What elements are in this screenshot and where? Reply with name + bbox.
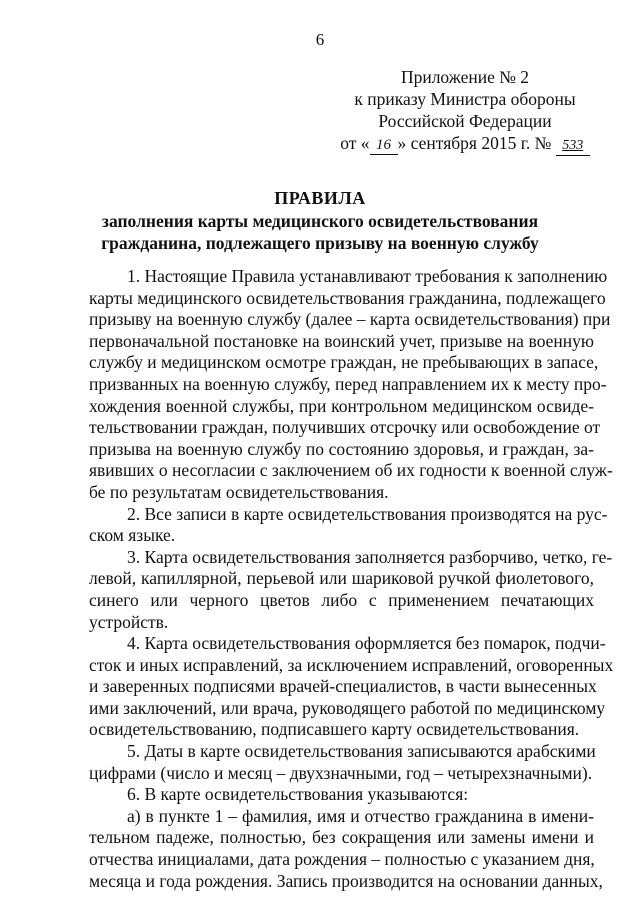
paragraph-7-line: а) в пункте 1 – фамилия, имя и отчество гражданина в имени- xyxy=(127,805,594,826)
paragraph-1-line: призванных на военную службу, перед направлением их к месту про- xyxy=(89,373,607,394)
document-body xyxy=(89,266,614,892)
document-title: ПРАВИЛА xyxy=(274,188,366,208)
handwritten-day: 16 xyxy=(370,136,398,155)
appendix-title: Приложение № 2 xyxy=(400,67,530,87)
paragraph-1-line: первоначальной постановке на воинский учет, призыве на военную xyxy=(89,330,594,351)
paragraph-1-line: призыва на военную службу по состоянию здоровья, и граждан, за- xyxy=(89,438,594,459)
paragraph-1-line: карты медицинского освидетельствования гражданина, подлежащего xyxy=(89,287,606,308)
handwritten-order-number: 533 xyxy=(556,137,590,156)
paragraph-3-line: устройств. xyxy=(89,611,169,632)
paragraph-3-line: левой, капиллярной, перьевой или шариковой ручкой фиолетового, xyxy=(89,568,594,589)
paragraph-7-line: месяца и года рождения. Запись производится на основании данных, xyxy=(89,870,603,891)
paragraph-1-line: тельствовании граждан, получивших отсрочку или освобождение от xyxy=(89,417,601,438)
appendix-block xyxy=(340,66,590,156)
date-prefix: от « xyxy=(340,133,370,153)
paragraph-5-line: цифрами (число и месяц – двухзначными, год – четырехзначными). xyxy=(89,762,593,783)
paragraph-4-line: освидетельствованию, подписавшего карту освидетельствования. xyxy=(89,719,580,740)
paragraph-5-line: 5. Даты в карте освидетельствования записываются арабскими xyxy=(127,741,596,762)
paragraph-1-line: службу и медицинском осмотре граждан, не пребывающих в запасе, xyxy=(89,352,599,373)
paragraph-3-line: синего или черного цветов либо с применением печатающих xyxy=(89,589,594,610)
appendix-order-ref: к приказу Министра обороны xyxy=(354,89,576,109)
paragraph-1-line: 1. Настоящие Правила устанавливают требования к заполнению xyxy=(127,266,608,286)
appendix-federation: Российской Федерации xyxy=(378,111,552,131)
paragraph-2-line: ском языке. xyxy=(89,525,176,546)
subtitle-line-1: заполнения карты медицинского освидетельствования xyxy=(101,211,539,231)
paragraph-1-line: хождения военной службы, при контрольном медицинском освиде- xyxy=(89,395,594,416)
paragraph-6-line: 6. В карте освидетельствования указываются: xyxy=(127,784,469,805)
page-number: 6 xyxy=(315,30,325,49)
paragraph-4-line: 4. Карта освидетельствования оформляется без помарок, подчи- xyxy=(127,633,606,654)
paragraph-4-line: и заверенных подписями врачей-специалистов, в части вынесенных xyxy=(89,676,597,697)
paragraph-1-line: явивших о несогласии с заключением об их годности к военной служ- xyxy=(89,460,613,481)
subtitle-line-2: гражданина, подлежащего призыву на военную службу xyxy=(101,233,539,253)
document-subtitle xyxy=(80,210,560,254)
paragraph-1-line: бе по результатам освидетельствования. xyxy=(89,481,389,502)
paragraph-7-line: тельном падеже, полностью, без сокращения или замены имени и xyxy=(89,827,594,848)
paragraph-4-line: ими заключений, или врача, руководящего работой по медицинскому xyxy=(89,697,606,718)
date-mid: » сентября 2015 г. № xyxy=(397,133,552,153)
paragraph-2-line: 2. Все записи в карте освидетельствования производятся на рус- xyxy=(127,503,608,524)
paragraph-4-line: сток и иных исправлений, за исключением исправлений, оговоренных xyxy=(89,654,614,675)
paragraph-1-line: призыву на военную службу (далее – карта освидетельствования) при xyxy=(89,309,611,330)
appendix-date-line xyxy=(340,132,590,156)
paragraph-3-line: 3. Карта освидетельствования заполняется разборчиво, четко, ге- xyxy=(127,546,613,567)
paragraph-7-line: отчества инициалами, дата рождения – полностью с указанием дня, xyxy=(89,849,595,870)
